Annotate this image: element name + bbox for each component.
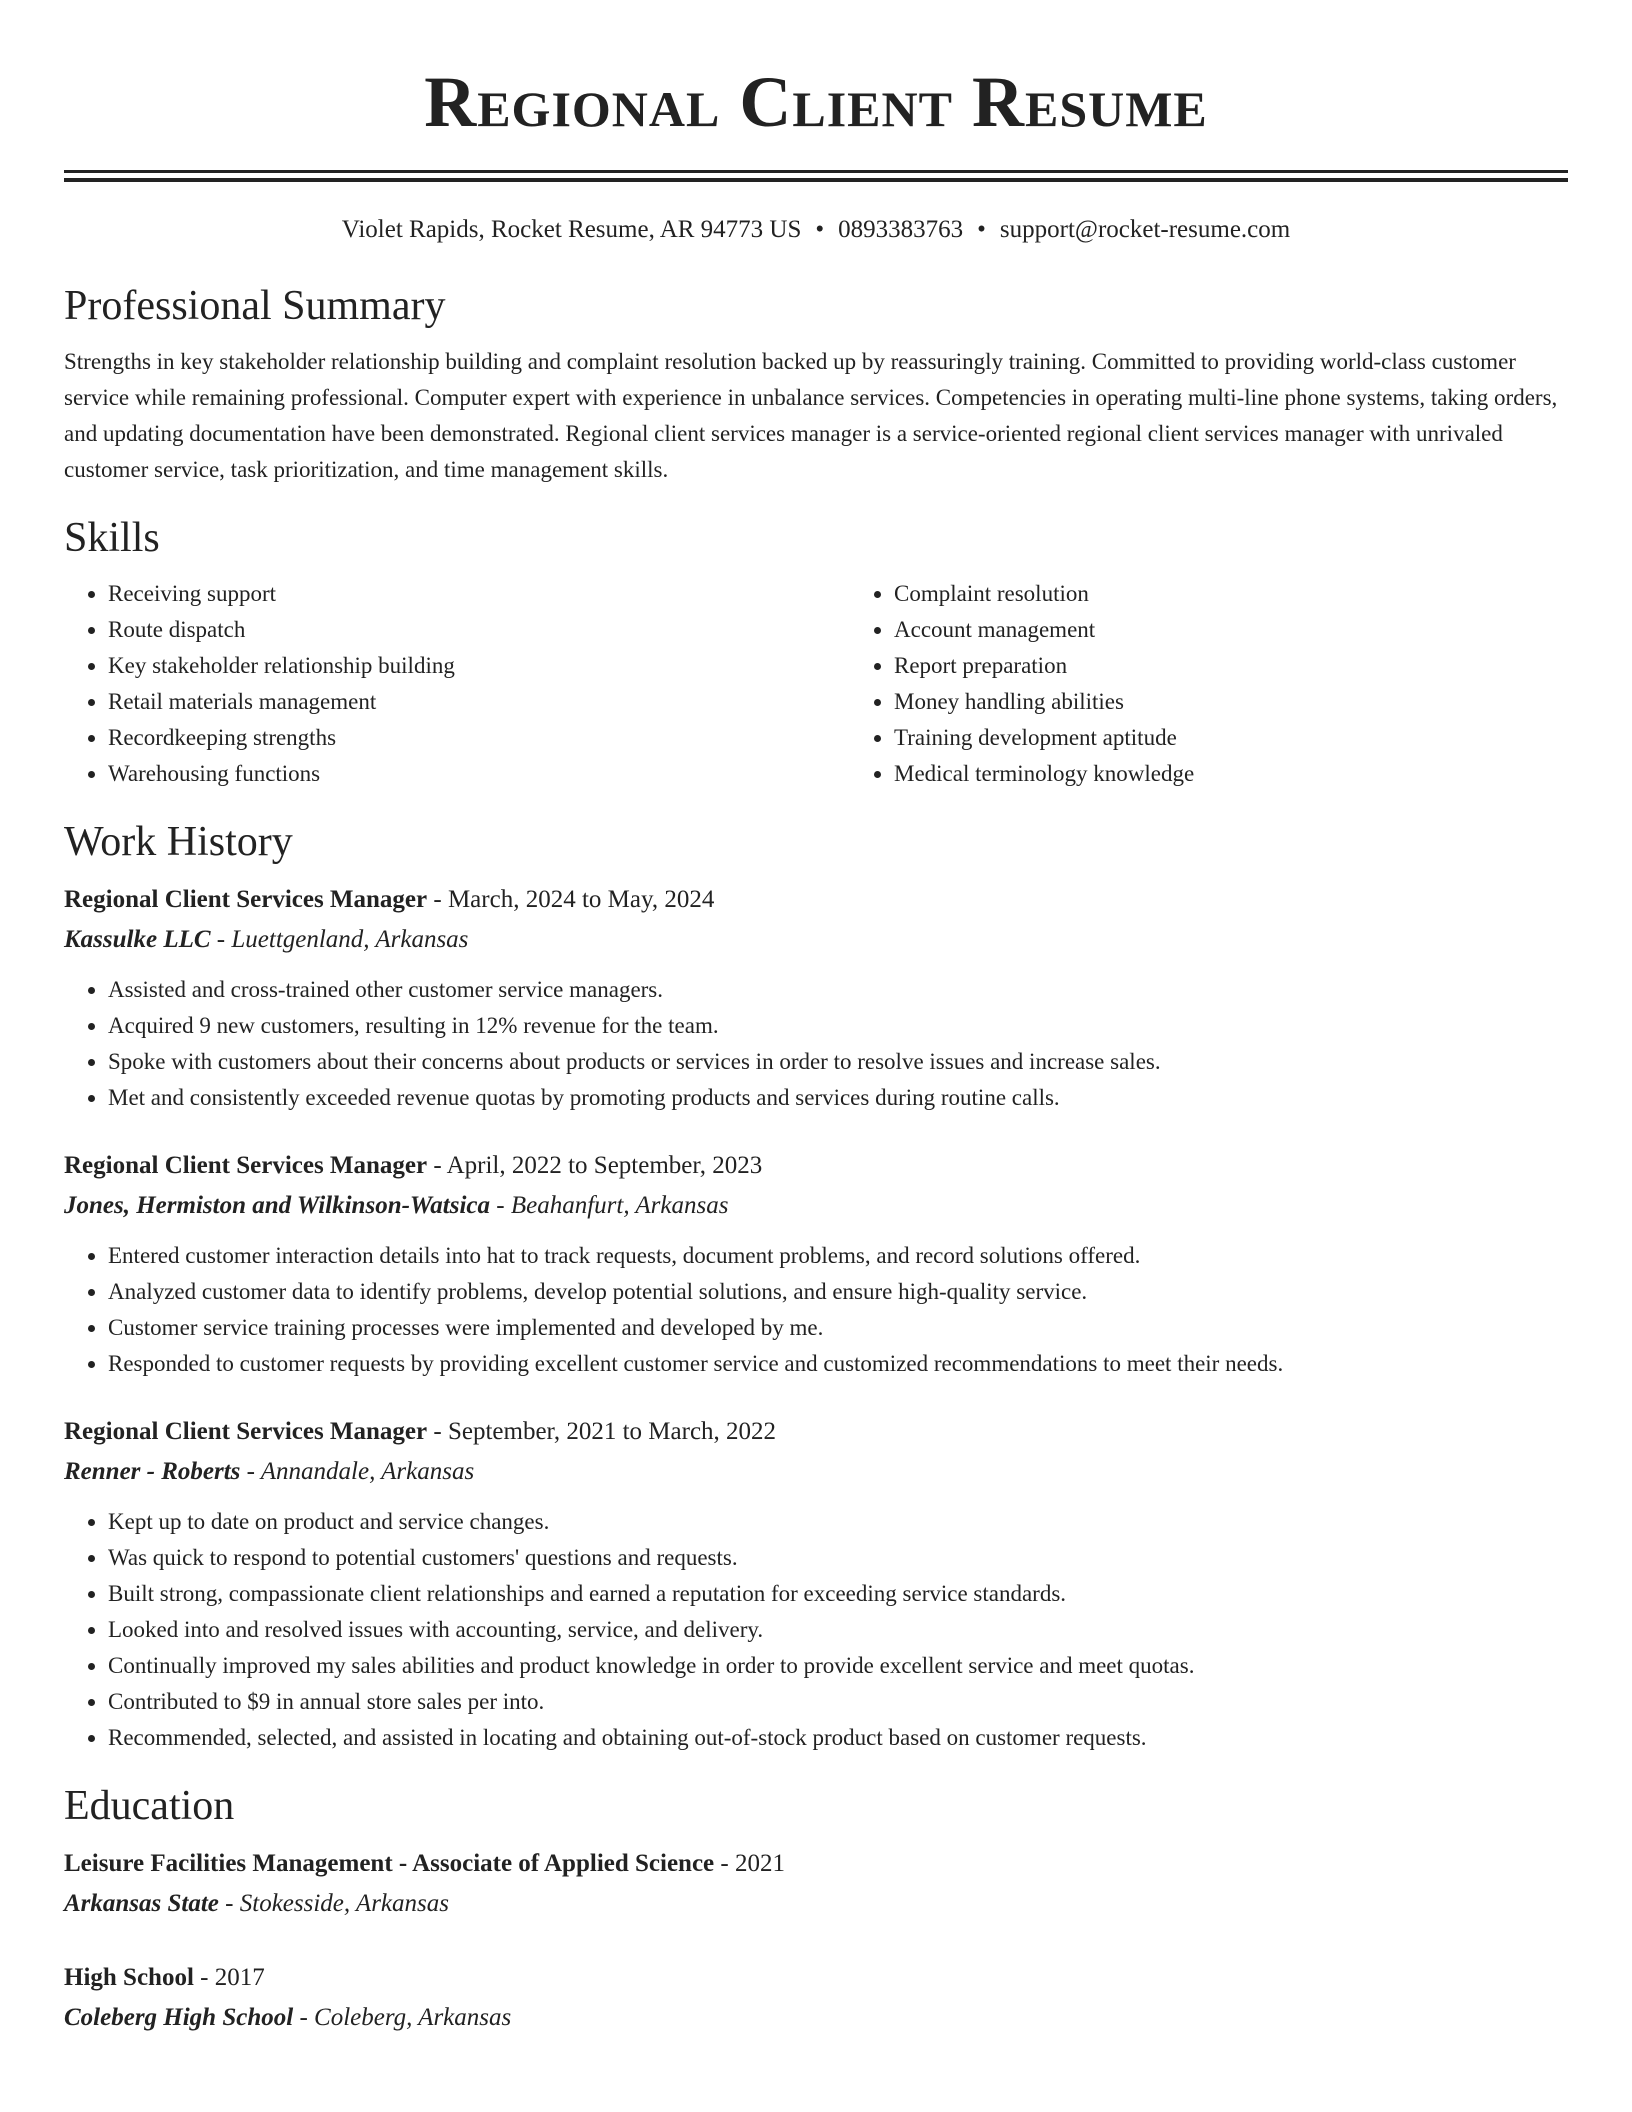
contact-address: Violet Rapids, Rocket Resume, AR 94773 US: [341, 216, 802, 243]
company-location: Annandale, Arkansas: [260, 1458, 475, 1485]
contact-phone: 0893383763: [838, 216, 964, 243]
company-line: Kassulke LLC - Luettgenland, Arkansas: [64, 926, 469, 953]
job-dates: September, 2021 to March, 2022: [447, 1418, 777, 1445]
job-bullet: • Assisted and cross-trained other customer service managers.: [108, 972, 1568, 1008]
skill-item: • Money handling abilities: [894, 684, 1632, 720]
education-entry: [64, 1958, 1568, 2038]
job-dates: March, 2024 to May, 2024: [447, 886, 715, 913]
job-dates: April, 2022 to September, 2023: [446, 1152, 763, 1179]
summary-section: [64, 278, 1568, 488]
skill-item: • Complaint resolution: [894, 576, 1632, 612]
skill-item: • Route dispatch: [108, 612, 850, 648]
skill-item: • Account management: [894, 612, 1632, 648]
job-entry: [64, 880, 1568, 1116]
job-title: Regional Client Services Manager: [64, 886, 428, 913]
job-entry: [64, 1412, 1568, 1756]
summary-text: Strengths in key stakeholder relationship building and complaint resolution backed up by reassuringly training. Committed to providing world-class customer service while remaining professional. Computer expert with experience in unbalance services. Competencies in operating multi-line phone systems, taking orders, and updating documentation have been demonstrated. Regional client services manager is a service-oriented regional client services manager with unrivaled customer service, task prioritization, and time management skills.: [64, 349, 1558, 482]
summary-heading: Professional Summary: [64, 283, 446, 329]
title-divider: [64, 170, 1568, 182]
job-bullet: • Was quick to respond to potential customers' questions and requests.: [108, 1540, 1568, 1576]
skills-heading: Skills: [64, 515, 160, 561]
graduation-year: 2017: [214, 1964, 265, 1991]
contact-line: [64, 212, 1568, 248]
education-section: [64, 1778, 1568, 2038]
job-bullets: [64, 972, 1568, 1116]
skill-item: • Warehousing functions: [108, 756, 850, 792]
contact-email: support@rocket-resume.com: [999, 216, 1291, 243]
school-line: Arkansas State - Stokesside, Arkansas: [64, 1890, 449, 1917]
degree-name: High School: [64, 1964, 194, 1991]
skill-item: • Recordkeeping strengths: [108, 720, 850, 756]
resume-title: Regional Client Resume: [424, 62, 1208, 142]
job-bullet: • Looked into and resolved issues with accounting, service, and delivery.: [108, 1612, 1568, 1648]
company-line: Jones, Hermiston and Wilkinson-Watsica - Beahanfurt, Arkansas: [64, 1192, 729, 1219]
job-bullet: • Analyzed customer data to identify problems, develop potential solutions, and ensure high-quality service.: [108, 1274, 1568, 1310]
job-bullet: • Contributed to $9 in annual store sales per into.: [108, 1684, 1568, 1720]
skill-item: • Key stakeholder relationship building: [108, 648, 850, 684]
education-heading: Education: [64, 1783, 235, 1829]
job-bullet: • Recommended, selected, and assisted in locating and obtaining out-of-stock product based on customer requests.: [108, 1720, 1568, 1756]
work-history-heading: Work History: [64, 819, 293, 865]
work-history-section: [64, 814, 1568, 1756]
skill-item: • Retail materials management: [108, 684, 850, 720]
degree-line: Leisure Facilities Management - Associate of Applied Science - 2021: [64, 1850, 785, 1877]
school-location: Coleberg, Arkansas: [314, 2004, 512, 2031]
job-title: Regional Client Services Manager: [64, 1418, 428, 1445]
job-bullet: • Acquired 9 new customers, resulting in 12% revenue for the team.: [108, 1008, 1568, 1044]
skills-list-right: [850, 576, 1632, 792]
company-location: Luettgenland, Arkansas: [231, 926, 469, 953]
school-name: Coleberg High School: [64, 2004, 294, 2031]
degree-line: High School - 2017: [64, 1964, 265, 1991]
job-bullets: [64, 1504, 1568, 1756]
skill-item: • Medical terminology knowledge: [894, 756, 1632, 792]
job-entry: [64, 1146, 1568, 1382]
school-location: Stokesside, Arkansas: [239, 1890, 449, 1917]
job-bullet: • Built strong, compassionate client relationships and earned a reputation for exceeding service standards.: [108, 1576, 1568, 1612]
company-name: Kassulke LLC: [64, 926, 211, 953]
company-location: Beahanfurt, Arkansas: [510, 1192, 729, 1219]
company-name: Jones, Hermiston and Wilkinson-Watsica: [64, 1192, 491, 1219]
job-bullet: • Kept up to date on product and service changes.: [108, 1504, 1568, 1540]
education-entry: [64, 1844, 1568, 1924]
job-title-line: Regional Client Services Manager - April, 2022 to September, 2023: [64, 1152, 763, 1179]
job-bullet: • Customer service training processes were implemented and developed by me.: [108, 1310, 1568, 1346]
company-line: Renner - Roberts - Annandale, Arkansas: [64, 1458, 475, 1485]
job-bullet: • Continually improved my sales abilities and product knowledge in order to provide excellent service and meet quotas.: [108, 1648, 1568, 1684]
resume-page: [64, 0, 1568, 2038]
job-bullet: • Met and consistently exceeded revenue quotas by promoting products and services during routine calls.: [108, 1080, 1568, 1116]
school-name: Arkansas State: [64, 1890, 219, 1917]
job-title: Regional Client Services Manager: [64, 1152, 428, 1179]
skill-item: • Report preparation: [894, 648, 1632, 684]
job-bullet: • Entered customer interaction details into hat to track requests, document problems, and record solutions offered.: [108, 1238, 1568, 1274]
contact-separator: •: [815, 216, 825, 243]
skill-item: • Training development aptitude: [894, 720, 1632, 756]
graduation-year: 2021: [734, 1850, 785, 1877]
job-bullet: • Responded to customer requests by providing excellent customer service and customized recommendations to meet their needs.: [108, 1346, 1568, 1382]
skills-section: [64, 510, 1568, 792]
contact-separator: •: [977, 216, 986, 243]
company-name: Renner - Roberts: [64, 1458, 241, 1485]
skills-list-left: [64, 576, 850, 792]
skills-columns: [64, 576, 1568, 792]
school-line: Coleberg High School - Coleberg, Arkansas: [64, 2004, 512, 2031]
degree-name: Leisure Facilities Management - Associate of Applied Science: [64, 1850, 715, 1877]
skill-item: • Receiving support: [108, 576, 850, 612]
job-bullets: [64, 1238, 1568, 1382]
job-title-line: Regional Client Services Manager - March, 2024 to May, 2024: [64, 886, 715, 913]
job-bullet: • Spoke with customers about their concerns about products or services in order to resolve issues and increase sales.: [108, 1044, 1568, 1080]
job-title-line: Regional Client Services Manager - September, 2021 to March, 2022: [64, 1418, 777, 1445]
